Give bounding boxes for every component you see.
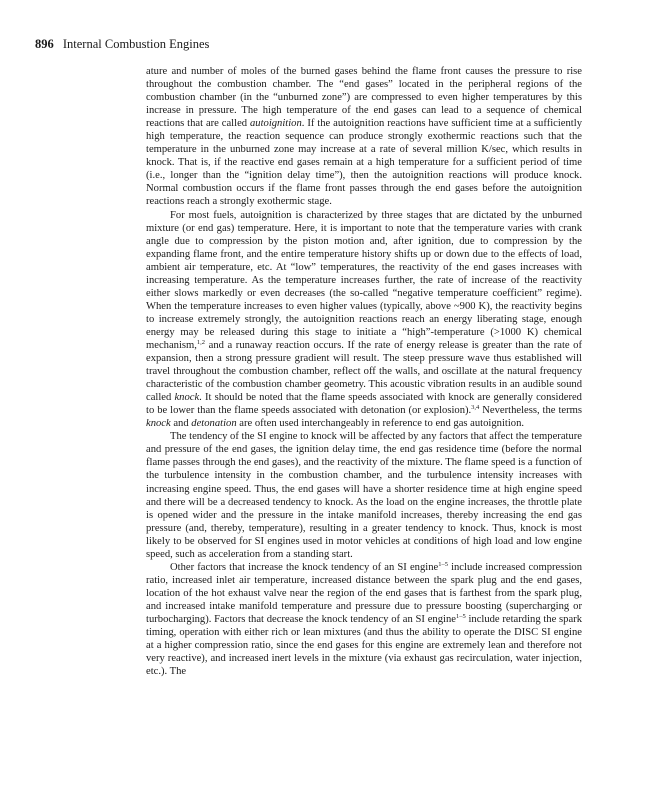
citation-superscript: 1–5 xyxy=(438,560,448,568)
text-run: and xyxy=(170,418,192,430)
running-header xyxy=(35,37,209,52)
italic-term: knock xyxy=(146,418,171,430)
page-number: 896 xyxy=(35,37,54,51)
text-run: are often used interchangeably in reference to end gas autoignition. xyxy=(236,418,525,430)
text-run: . It should be noted that the flame speeds associated with knock are generally considered to be lower than the flame speeds associated with detonation (or explosion). xyxy=(146,392,582,417)
paragraph xyxy=(146,561,582,678)
paragraph xyxy=(146,209,582,431)
text-run: . If the autoignition reactions have sufficient time at a sufficiently high temperature, the reaction sequence can produce strongly exothermic reactions such that the temperature in the unburned zone may increase at a rate of several million K/sec, which results in knock. That is, if the reactive end gases remain at a high temperature for a sufficient period of time (i.e., longer than the “ignition delay time”), then the autoignition reactions will produce knock. Normal combustion occurs if the flame front passes through the end gases before the autoignition reactions reach a strongly exothermic stage. xyxy=(146,118,582,208)
text-run: Nevertheless, the terms xyxy=(479,405,582,417)
text-run: The tendency of the SI engine to knock will be affected by any factors that affect the temperature and pressure of the end gases, the ignition delay time, the end gas residence time (before the normal flame passes through the end gases), and the reactivity of the mixture. The flame speed is a function of the turbulence intensity in the combustion chamber, and the turbulence intensity increases with increasing engine speed. Thus, the end gases will have a shorter residence time at high engine speed and there will be a decreased tendency to knock. As the load on the engine increases, the throttle plate is opened wider and the pressure in the intake manifold increases, thereby increasing the end gas pressure (and, thereby, temperature), resulting in a greater tendency to knock. Thus, knock is most likely to be observed for SI engines used in motor vehicles at conditions of high load and low engine speed, such as acceleration from a standing start. xyxy=(146,431,582,560)
text-run: ature and number of moles of the burned gases behind the flame front causes the pressure to rise throughout the combustion chamber. The “end gases” located in the peripheral regions of the combustion chamber (in the “unburned zone”) are compressed to even higher temperatures by this increase in pressure. The high temperature of the end gases can lead to a sequence of chemical reactions that are called xyxy=(146,66,582,130)
text-run: and a runaway reaction occurs. If the rate of energy release is greater than the rate of expansion, then a strong pressure gradient will result. The steep pressure wave thus established will travel throughout the combustion chamber, reflect off the walls, and oscillate at the natural frequency characteristic of the combustion chamber geometry. This acoustic vibration results in an audible sound called xyxy=(146,339,582,404)
text-run: Other factors that increase the knock tendency of an SI engine xyxy=(170,561,439,573)
text-run: include increased compression ratio, increased inlet air temperature, increased distance between the spark plug and the end gases, location of the hot exhaust valve near the region of the end gases that is farthest from the spark plug, and increased intake manifold temperature and pressure due to pressure boosting (supercharging or turbocharging). Factors that decrease the knock tendency of an SI engine xyxy=(146,561,583,625)
citation-superscript: 1–5 xyxy=(455,612,466,620)
citation-superscript: 3,4 xyxy=(471,404,480,412)
text-run: include retarding the spark timing, operation with either rich or lean mixtures (and thus the ability to operate the DISC SI engine at a higher compression ratio, since the end gases for this engine are extremely lean and therefore not very reactive), and increased inert levels in the mixture (via exhaust gas recirculation, water injection, etc.). The xyxy=(146,613,582,678)
italic-term: autoignition xyxy=(249,118,302,130)
citation-superscript: 1,2 xyxy=(196,338,206,346)
text-run: For most fuels, autoignition is characterized by three stages that are dictated by the unburned mixture (or end gas) temperature. Here, it is important to note that the temperature varies with crank angle due to compression by the piston motion and, after ignition, due to compression by the expanding flame front, and the entire temperature history shifts up or down due to the effects of load, ambient air temperature, etc. At “low” temperatures, the reactivity of the end gases increases with increasing temperature. As the temperature increases further, the rate of increase of the reactivity either slows markedly or even decreases (the so-called “negative temperature coefficient” regime). When the temperature increases to even higher values (typically, above ~900 K), the reactivity begins to increase extremely strongly, the autoignition reactions reach an energy liberating stage, enough energy may be released during this stage to initiate a “high”-temperature (>1000 K) chemical mechanism, xyxy=(146,209,582,351)
paragraph xyxy=(146,65,582,209)
italic-term: knock xyxy=(174,392,200,404)
italic-term: detonation xyxy=(191,418,237,430)
running-title: Internal Combustion Engines xyxy=(62,37,210,51)
paragraph xyxy=(146,430,582,560)
body-text xyxy=(146,65,582,678)
